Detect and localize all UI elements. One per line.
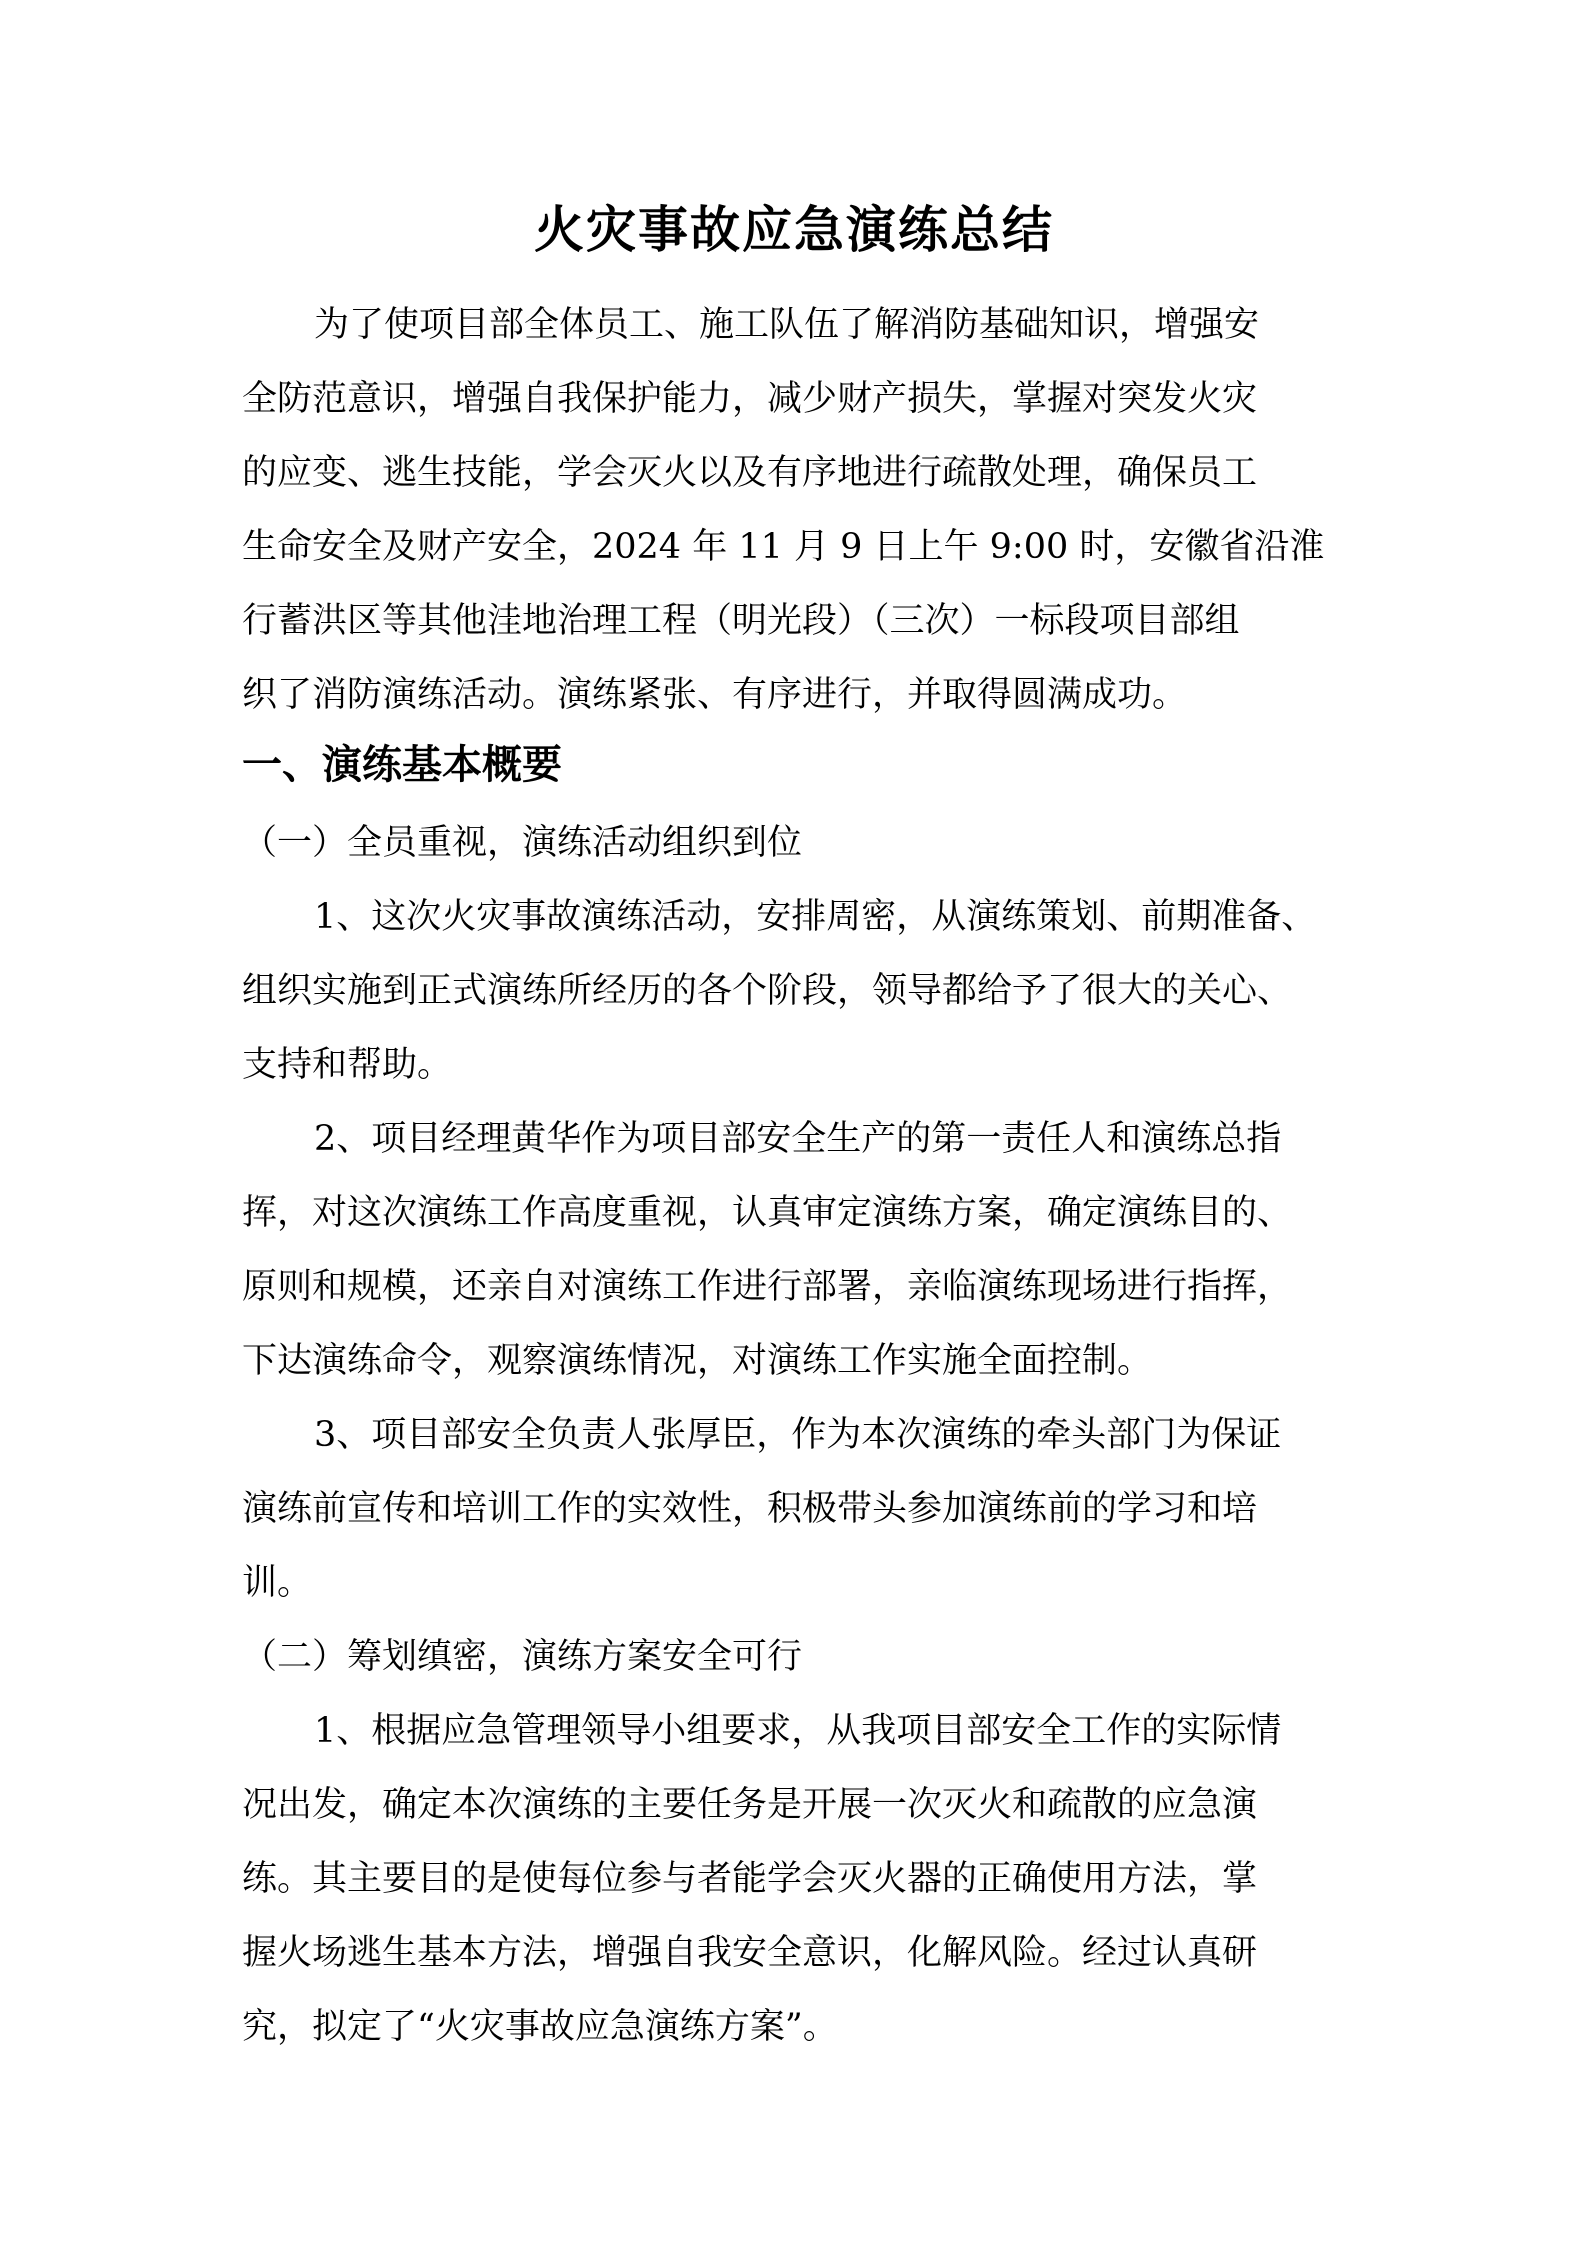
paragraph: [242, 1102, 1382, 1398]
text-line: 组织实施到正式演练所经历的各个阶段，领导都给予了很大的关心、: [242, 971, 1293, 1011]
text-line: 全防范意识，增强自我保护能力，减少财产损失，掌握对突发火灾: [242, 379, 1258, 419]
text-line: 1、这次火灾事故演练活动，安排周密，从演练策划、前期准备、: [314, 897, 1317, 937]
text-line: 演练前宣传和培训工作的实效性，积极带头参加演练前的学习和培: [242, 1489, 1258, 1529]
text-line: 下达演练命令，观察演练情况，对演练工作实施全面控制。: [242, 1341, 1153, 1381]
text-line: 行蓄洪区等其他洼地治理工程（明光段）（三次）一标段项目部组: [242, 601, 1240, 641]
text-line: 挥，对这次演练工作高度重视，认真审定演练方案，确定演练目的、: [242, 1193, 1293, 1233]
text-line: 1、根据应急管理领导小组要求，从我项目部安全工作的实际情: [314, 1711, 1282, 1751]
subsection-heading: （一）全员重视，演练活动组织到位: [242, 823, 803, 863]
paragraph: [242, 880, 1382, 1102]
text-line: 生命安全及财产安全，2024 年 11 月 9 日上午 9:00 时，安徽省沿淮: [242, 527, 1325, 567]
text-line: 况出发，确定本次演练的主要任务是开展一次灭火和疏散的应急演: [242, 1785, 1258, 1825]
intro-paragraph: [242, 288, 1382, 732]
text-line: 的应变、逃生技能，学会灭火以及有序地进行疏散处理，确保员工: [242, 453, 1258, 493]
subsection-heading: （二）筹划缜密，演练方案安全可行: [242, 1637, 803, 1677]
document-title: 火灾事故应急演练总结: [534, 200, 1054, 259]
text-line: 为了使项目部全体员工、施工队伍了解消防基础知识，增强安: [314, 305, 1260, 345]
text-line: 练。其主要目的是使每位参与者能学会灭火器的正确使用方法，掌: [242, 1859, 1258, 1899]
text-line: 织了消防演练活动。演练紧张、有序进行，并取得圆满成功。: [242, 675, 1188, 715]
text-line: 2、项目经理黄华作为项目部安全生产的第一责任人和演练总指: [314, 1119, 1282, 1159]
text-line: 支持和帮助。: [242, 1045, 453, 1085]
paragraph: [242, 1398, 1382, 1620]
text-line: 原则和规模，还亲自对演练工作进行部署，亲临演练现场进行指挥，: [242, 1267, 1293, 1307]
text-line: 3、项目部安全负责人张厚臣，作为本次演练的牵头部门为保证: [314, 1415, 1282, 1455]
paragraph: [242, 1694, 1382, 2064]
text-line: 训。: [242, 1563, 313, 1603]
text-line: 究，拟定了“火灾事故应急演练方案”。: [242, 2007, 838, 2047]
section-heading: 一、演练基本概要: [242, 741, 562, 788]
text-line: 握火场逃生基本方法，增强自我安全意识，化解风险。经过认真研: [242, 1933, 1258, 1973]
